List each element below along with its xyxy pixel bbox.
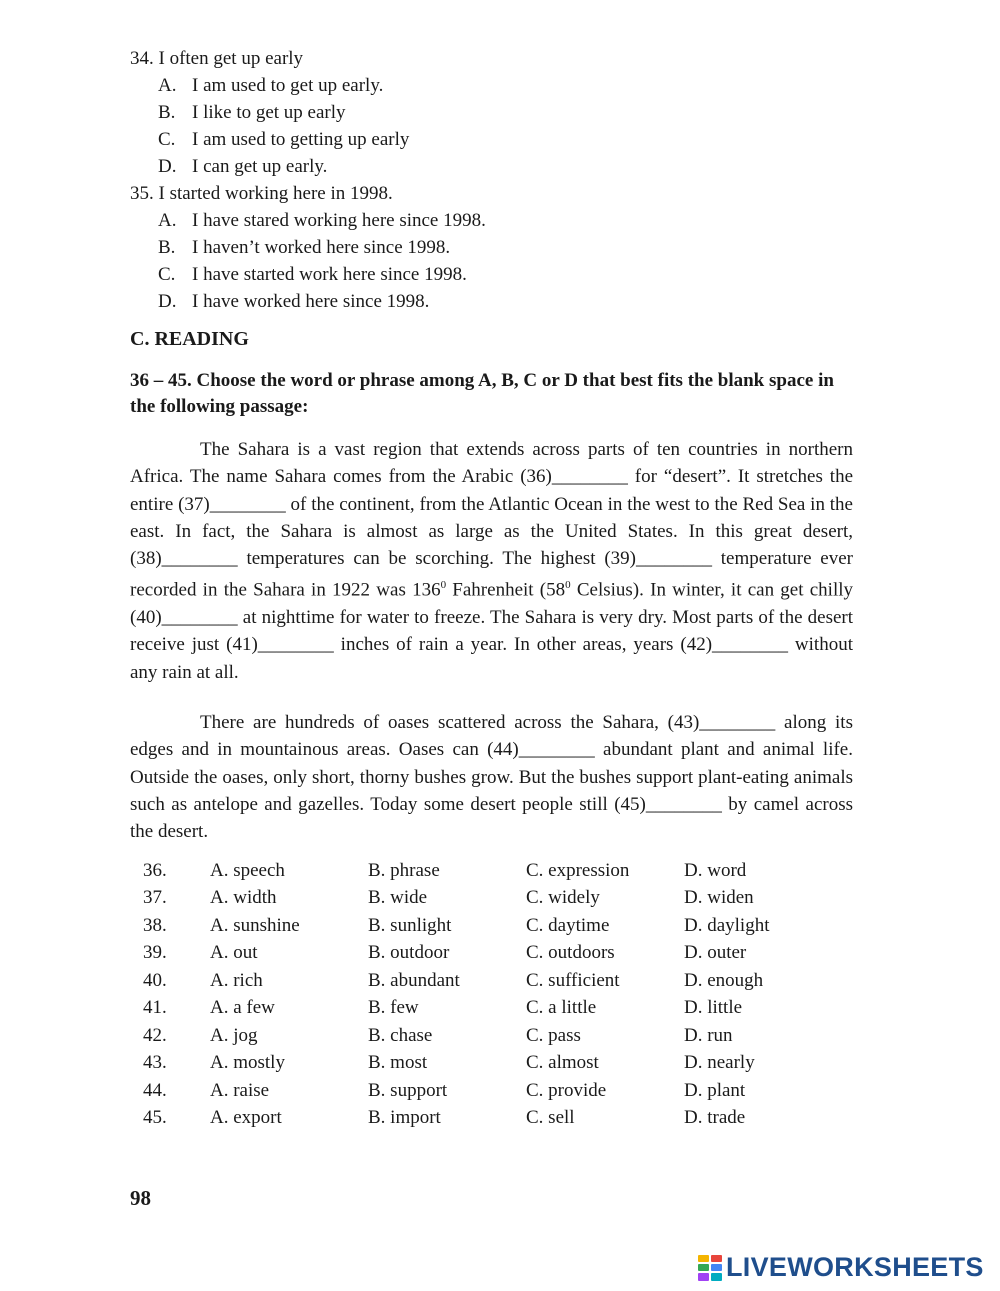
option-text: I have stared working here since 1998. [192,210,486,231]
answer-row [130,1077,770,1105]
answer-row [130,857,770,885]
answer-row [130,912,770,940]
option-a: A. a few [210,997,275,1019]
option-b: B. phrase [368,859,440,881]
option-c: C. outdoors [526,942,615,964]
option-b: B. sunlight [368,914,452,936]
option-d: D. daylight [684,914,770,936]
question-34-option-c [158,127,409,153]
option-d: D. widen [684,887,754,909]
option-letter: D. [158,156,177,177]
option-text: I have worked here since 1998. [192,291,430,312]
option-letter: A. [158,75,177,96]
logo-tile [698,1264,709,1271]
answer-number: 41. [143,997,167,1019]
question-34-option-d [158,154,327,180]
answer-number: 37. [143,887,167,909]
option-d: D. outer [684,942,747,964]
option-text: I like to get up early [192,102,346,123]
answer-number: 40. [143,969,167,991]
answer-options-table [130,857,770,1132]
answer-row [130,995,770,1023]
option-d: D. plant [684,1079,746,1101]
option-a: A. raise [210,1079,270,1101]
question-35-stem: 35. I started working here in 1998. [130,183,393,204]
option-b: B. abundant [368,969,460,991]
option-d: D. trade [684,1107,746,1129]
question-35-option-a [158,208,486,234]
option-b: B. chase [368,1024,433,1046]
option-b: B. outdoor [368,942,450,964]
answer-number: 44. [143,1079,167,1101]
option-c: C. a little [526,997,597,1019]
option-b: B. wide [368,887,428,909]
answer-number: 39. [143,942,167,964]
answer-number: 43. [143,1052,167,1074]
logo-tile [711,1255,722,1262]
logo-tile [698,1255,709,1262]
option-text: I haven’t worked here since 1998. [192,237,451,258]
answer-row [130,1022,770,1050]
option-a: A. width [210,887,277,909]
passage-text: The Sahara is a vast region that extends across parts of ten countries in northern Africa. The name Sahara comes from the Arabic (36)________ for “desert”. It stretches the entire (37)________ of the continent, from the Atlantic Ocean in the west to the Red Sea in the east. In fact, the Sahara is almost as large as the United States. In this great desert, (38)________ temperatures can be scorching. The highest (39)________ temperature ever recorded in the Sahara in 1922 was 136 [130,439,853,601]
option-a: A. speech [210,859,285,881]
option-c: C. pass [526,1024,581,1046]
page-number: 98 [130,1186,151,1210]
section-heading: C. READING [130,328,249,350]
passage-paragraph-1 [130,436,853,686]
answer-number: 45. [143,1107,167,1129]
option-letter: B. [158,102,176,123]
option-a: A. sunshine [210,914,300,936]
liveworksheets-brand[interactable] [698,1252,984,1283]
answer-row [130,940,770,968]
question-34-option-a [158,73,383,99]
option-d: D. little [684,997,743,1019]
option-d: D. nearly [684,1052,755,1074]
option-c: C. expression [526,859,630,881]
degree-superscript: 0 [565,579,571,592]
answer-row [130,1050,770,1078]
reading-instruction: 36 – 45. Choose the word or phrase among A, B, C or D that best fits the blank space in the following passage: [130,370,834,417]
answer-number: 42. [143,1024,167,1046]
option-c: C. provide [526,1079,607,1101]
passage-text: There are hundreds of oases scattered across the Sahara, (43)________ along its edges and in mountainous areas. Oases can (44)________ abundant plant and animal life. Outside the oases, only short, thorny bushes grow. But the bushes support plant-eating animals such as antelope and gazelles. Today some desert people still (45)________ by camel across the desert. [130,712,853,843]
option-c: C. sufficient [526,969,620,991]
option-b: B. support [368,1079,448,1101]
degree-superscript: 0 [440,579,447,592]
option-a: A. jog [210,1024,258,1046]
question-35-option-d [158,289,429,315]
option-d: D. enough [684,969,764,991]
answer-number: 38. [143,914,167,936]
question-34-option-b [158,100,346,126]
option-c: C. sell [526,1107,575,1129]
answer-row [130,1105,770,1133]
option-letter: B. [158,237,176,258]
option-text: I can get up early. [192,156,328,177]
option-letter: C. [158,129,176,150]
option-text: I am used to get up early. [192,75,384,96]
brand-name: LIVEWORKSHEETS [726,1252,984,1282]
option-text: I am used to getting up early [192,129,410,150]
option-a: A. export [210,1107,282,1129]
option-b: B. few [368,997,419,1019]
question-35-option-c [158,262,467,288]
passage-text: Fahrenheit (58 [446,579,566,601]
answer-row [130,885,770,913]
option-a: A. out [210,942,258,964]
option-c: C. almost [526,1052,599,1074]
option-a: A. mostly [210,1052,285,1074]
option-b: B. most [368,1052,428,1074]
option-letter: A. [158,210,177,231]
option-b: B. import [368,1107,441,1129]
question-34-stem: 34. I often get up early [130,48,304,69]
answer-number: 36. [143,859,167,881]
option-text: I have started work here since 1998. [192,264,467,285]
answer-row [130,967,770,995]
liveworksheets-logo-icon [698,1255,722,1281]
logo-tile [698,1273,709,1280]
option-d: D. word [684,859,747,881]
logo-tile [711,1273,722,1280]
option-letter: D. [158,291,177,312]
question-35-option-b [158,235,450,261]
option-c: C. widely [526,887,600,909]
option-letter: C. [158,264,176,285]
option-c: C. daytime [526,914,610,936]
option-d: D. run [684,1024,733,1046]
logo-tile [711,1264,722,1271]
passage-text: Celsius). In winter, it can get chilly (40)________ at nighttime for water to freeze. The Sahara is very dry. Most parts of the desert receive just (41)________ inches of rain a year. In other areas, years (42)________ without any rain at all. [130,579,854,683]
passage-paragraph-2 [130,709,853,845]
option-a: A. rich [210,969,263,991]
